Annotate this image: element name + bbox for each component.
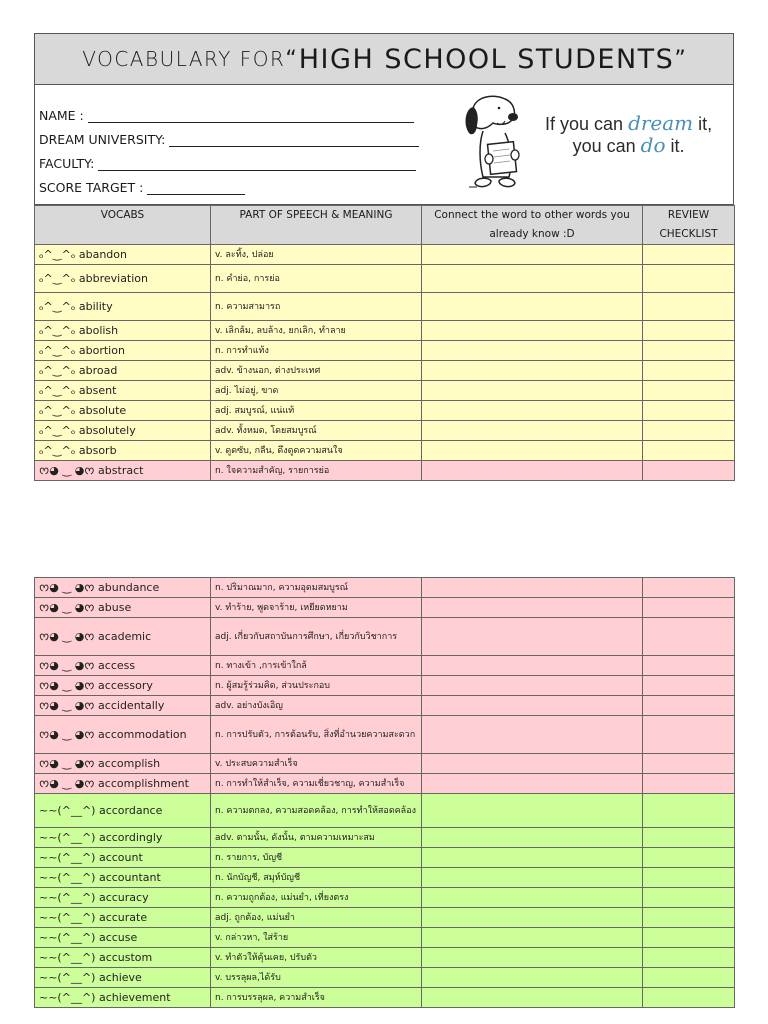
vocab-word: ~~(^__^) accuse — [35, 928, 211, 948]
connect-words-cell[interactable] — [422, 888, 643, 908]
vocab-row — [35, 794, 735, 828]
vocab-row — [35, 381, 735, 401]
review-checklist-cell[interactable] — [643, 578, 735, 598]
review-checklist-cell[interactable] — [643, 341, 735, 361]
connect-words-cell[interactable] — [422, 848, 643, 868]
info-fields — [39, 99, 419, 195]
vocab-word: ₒ^‿^ₒ abbreviation — [35, 265, 211, 293]
vocab-meaning: adv. ทั้งหมด, โดยสมบูรณ์ — [211, 421, 422, 441]
connect-words-cell[interactable] — [422, 293, 643, 321]
review-checklist-cell[interactable] — [643, 988, 735, 1008]
vocab-word: ᰔ◕ ‿ ◕ᰔ abuse — [35, 598, 211, 618]
vocab-meaning: n. ความตกลง, ความสอดคล้อง, การทำให้สอดคล้อง — [211, 794, 422, 828]
score-target-label: SCORE TARGET : — [39, 180, 144, 195]
vocab-meaning: n. การปรับตัว, การต้อนรับ, สิ่งที่อำนวยความสะดวก — [211, 716, 422, 754]
connect-words-cell[interactable] — [422, 868, 643, 888]
faculty-label: FACULTY: — [39, 156, 95, 171]
vocab-word: ₒ^‿^ₒ absorb — [35, 441, 211, 461]
vocab-table-2 — [34, 577, 735, 1008]
dream-university-line[interactable] — [169, 132, 419, 147]
review-checklist-cell[interactable] — [643, 794, 735, 828]
review-checklist-cell[interactable] — [643, 245, 735, 265]
connect-words-cell[interactable] — [422, 618, 643, 656]
title-prefix: VOCABULARY FOR — [82, 47, 286, 71]
vocab-sheet-page-1 — [34, 33, 734, 481]
quote-dream-word: dream — [628, 111, 694, 135]
open-quote: “ — [285, 46, 297, 72]
vocab-word: ₒ^‿^ₒ abroad — [35, 361, 211, 381]
vocab-meaning: v. บรรลุผล,ได้รับ — [211, 968, 422, 988]
score-target-field[interactable] — [39, 171, 419, 195]
vocab-meaning: adv. อย่างบังเอิญ — [211, 696, 422, 716]
review-checklist-cell[interactable] — [643, 968, 735, 988]
review-checklist-cell[interactable] — [643, 754, 735, 774]
vocab-table-1 — [34, 205, 735, 481]
vocab-meaning: n. ปริมาณมาก, ความอุดมสมบูรณ์ — [211, 578, 422, 598]
quote-line1-c: it, — [693, 114, 713, 134]
vocab-row — [35, 461, 735, 481]
vocab-row — [35, 868, 735, 888]
vocab-word: ₒ^‿^ₒ abolish — [35, 321, 211, 341]
vocab-word: ~~(^__^) accountant — [35, 868, 211, 888]
review-checklist-cell[interactable] — [643, 696, 735, 716]
quote-line2-a: you can — [572, 136, 641, 156]
vocab-word: ~~(^__^) accordance — [35, 794, 211, 828]
table-header-row — [35, 206, 735, 245]
vocab-meaning: v. ทำร้าย, พูดจาร้าย, เหยียดหยาม — [211, 598, 422, 618]
review-checklist-cell[interactable] — [643, 774, 735, 794]
vocab-meaning: n. การทำแท้ง — [211, 341, 422, 361]
vocab-meaning: adj. สมบูรณ์, แน่แท้ — [211, 401, 422, 421]
vocab-row — [35, 293, 735, 321]
vocab-row — [35, 598, 735, 618]
vocab-row — [35, 888, 735, 908]
vocab-word: ~~(^__^) accustom — [35, 948, 211, 968]
connect-words-cell[interactable] — [422, 461, 643, 481]
vocab-meaning: v. ประสบความสำเร็จ — [211, 754, 422, 774]
vocab-sheet-page-2 — [34, 577, 734, 1008]
connect-words-cell[interactable] — [422, 968, 643, 988]
vocab-word: ~~(^__^) accurate — [35, 908, 211, 928]
connect-words-cell[interactable] — [422, 441, 643, 461]
review-checklist-cell[interactable] — [643, 928, 735, 948]
vocab-meaning: n. ทางเข้า ,การเข้าใกล้ — [211, 656, 422, 676]
vocab-word: ᰔ◕ ‿ ◕ᰔ accommodation — [35, 716, 211, 754]
review-checklist-cell[interactable] — [643, 361, 735, 381]
col-header-vocabs: VOCABS — [35, 206, 211, 245]
connect-words-cell[interactable] — [422, 321, 643, 341]
connect-words-cell[interactable] — [422, 908, 643, 928]
dream-university-field[interactable] — [39, 123, 419, 147]
vocab-row — [35, 265, 735, 293]
quote-text — [545, 113, 712, 157]
vocab-row — [35, 948, 735, 968]
vocab-row — [35, 401, 735, 421]
vocab-meaning: adj. เกี่ยวกับสถาบันการศึกษา, เกี่ยวกับวิชาการ — [211, 618, 422, 656]
review-checklist-cell[interactable] — [643, 401, 735, 421]
review-checklist-cell[interactable] — [643, 381, 735, 401]
connect-words-cell[interactable] — [422, 381, 643, 401]
connect-words-cell[interactable] — [422, 988, 643, 1008]
vocab-row — [35, 245, 735, 265]
review-checklist-cell[interactable] — [643, 848, 735, 868]
name-field[interactable] — [39, 99, 419, 123]
vocab-meaning: adj. ถูกต้อง, แม่นยำ — [211, 908, 422, 928]
vocab-row — [35, 421, 735, 441]
close-quote: ” — [674, 46, 686, 72]
connect-words-cell[interactable] — [422, 828, 643, 848]
vocab-word: ᰔ◕ ‿ ◕ᰔ abundance — [35, 578, 211, 598]
vocab-word: ᰔ◕ ‿ ◕ᰔ accomplishment — [35, 774, 211, 794]
vocab-meaning: n. ความสามารถ — [211, 293, 422, 321]
vocab-meaning: v. ทำตัวให้คุ้นเคย, ปรับตัว — [211, 948, 422, 968]
connect-words-cell[interactable] — [422, 928, 643, 948]
vocab-meaning: n. ความถูกต้อง, แม่นยำ, เที่ยงตรง — [211, 888, 422, 908]
vocab-word: ₒ^‿^ₒ abortion — [35, 341, 211, 361]
connect-words-cell[interactable] — [422, 361, 643, 381]
title-banner — [34, 33, 734, 85]
vocab-row — [35, 774, 735, 794]
vocab-row — [35, 968, 735, 988]
vocab-meaning: n. การทำให้สำเร็จ, ความเชี่ยวชาญ, ความสำเร็จ — [211, 774, 422, 794]
review-checklist-cell[interactable] — [643, 656, 735, 676]
connect-words-cell[interactable] — [422, 696, 643, 716]
vocab-word: ₒ^‿^ₒ absolutely — [35, 421, 211, 441]
vocab-word: ₒ^‿^ₒ ability — [35, 293, 211, 321]
vocab-meaning: adv. ตามนั้น, ดังนั้น, ตามความเหมาะสม — [211, 828, 422, 848]
student-info-section — [34, 85, 734, 205]
snoopy-illustration — [453, 91, 541, 195]
connect-words-cell[interactable] — [422, 794, 643, 828]
connect-words-cell[interactable] — [422, 598, 643, 618]
vocab-word: ~~(^__^) achieve — [35, 968, 211, 988]
vocab-word: ᰔ◕ ‿ ◕ᰔ accidentally — [35, 696, 211, 716]
vocab-row — [35, 656, 735, 676]
vocab-row — [35, 361, 735, 381]
connect-words-cell[interactable] — [422, 716, 643, 754]
vocab-meaning: n. รายการ, บัญชี — [211, 848, 422, 868]
vocab-row — [35, 754, 735, 774]
vocab-meaning: adv. ข้างนอก, ต่างประเทศ — [211, 361, 422, 381]
review-checklist-cell[interactable] — [643, 598, 735, 618]
review-checklist-cell[interactable] — [643, 421, 735, 441]
vocab-meaning: n. คำย่อ, การย่อ — [211, 265, 422, 293]
review-checklist-cell[interactable] — [643, 908, 735, 928]
vocab-row — [35, 828, 735, 848]
vocab-meaning: n. ผู้สมรู้ร่วมคิด, ส่วนประกอบ — [211, 676, 422, 696]
connect-words-cell[interactable] — [422, 676, 643, 696]
review-checklist-cell[interactable] — [643, 321, 735, 341]
vocab-meaning: adj. ไม่อยู่, ขาด — [211, 381, 422, 401]
vocab-meaning: v. ดูดซับ, กลืน, ดึงดูดความสนใจ — [211, 441, 422, 461]
score-target-line[interactable] — [147, 180, 245, 195]
vocab-word: ᰔ◕ ‿ ◕ᰔ abstract — [35, 461, 211, 481]
vocab-word: ᰔ◕ ‿ ◕ᰔ access — [35, 656, 211, 676]
connect-words-cell[interactable] — [422, 948, 643, 968]
vocab-word: ᰔ◕ ‿ ◕ᰔ accomplish — [35, 754, 211, 774]
vocab-row — [35, 321, 735, 341]
connect-words-cell[interactable] — [422, 265, 643, 293]
vocab-row — [35, 928, 735, 948]
review-checklist-cell[interactable] — [643, 716, 735, 754]
vocab-row — [35, 696, 735, 716]
motivational-quote — [453, 91, 733, 199]
review-checklist-cell[interactable] — [643, 618, 735, 656]
connect-words-cell[interactable] — [422, 421, 643, 441]
col-header-pos: PART OF SPEECH & MEANING — [211, 206, 422, 245]
review-checklist-cell[interactable] — [643, 676, 735, 696]
dream-university-label: DREAM UNIVERSITY: — [39, 132, 166, 147]
review-checklist-cell[interactable] — [643, 293, 735, 321]
vocab-meaning: v. กล่าวหา, ใส่ร้าย — [211, 928, 422, 948]
review-checklist-cell[interactable] — [643, 461, 735, 481]
review-checklist-cell[interactable] — [643, 828, 735, 848]
connect-words-cell[interactable] — [422, 578, 643, 598]
review-checklist-cell[interactable] — [643, 265, 735, 293]
quote-line2-c: it. — [665, 136, 685, 156]
vocab-meaning: n. นักบัญชี, สมุห์บัญชี — [211, 868, 422, 888]
connect-words-cell[interactable] — [422, 245, 643, 265]
vocab-word: ~~(^__^) accordingly — [35, 828, 211, 848]
vocab-row — [35, 441, 735, 461]
connect-words-cell[interactable] — [422, 341, 643, 361]
vocab-row — [35, 578, 735, 598]
page-title: HIGH SCHOOL STUDENTS — [298, 43, 675, 75]
review-checklist-cell[interactable] — [643, 948, 735, 968]
col-header-review: REVIEW CHECKLIST — [643, 206, 735, 245]
connect-words-cell[interactable] — [422, 754, 643, 774]
review-checklist-cell[interactable] — [643, 888, 735, 908]
vocab-word: ₒ^‿^ₒ absolute — [35, 401, 211, 421]
vocab-meaning: n. การบรรลุผล, ความสำเร็จ — [211, 988, 422, 1008]
vocab-word: ~~(^__^) account — [35, 848, 211, 868]
name-label: NAME : — [39, 108, 84, 123]
connect-words-cell[interactable] — [422, 656, 643, 676]
vocab-row — [35, 676, 735, 696]
vocab-row — [35, 618, 735, 656]
vocab-word: ₒ^‿^ₒ absent — [35, 381, 211, 401]
review-checklist-cell[interactable] — [643, 441, 735, 461]
vocab-meaning: v. เลิกล้ม, ลบล้าง, ยกเลิก, ทำลาย — [211, 321, 422, 341]
quote-line1-a: If you can — [545, 114, 629, 134]
review-checklist-cell[interactable] — [643, 868, 735, 888]
vocab-word: ~~(^__^) accuracy — [35, 888, 211, 908]
vocab-row — [35, 988, 735, 1008]
vocab-word: ᰔ◕ ‿ ◕ᰔ academic — [35, 618, 211, 656]
vocab-row — [35, 716, 735, 754]
vocab-word: ~~(^__^) achievement — [35, 988, 211, 1008]
vocab-meaning: n. ใจความสำคัญ, รายการย่อ — [211, 461, 422, 481]
col-header-connect: Connect the word to other words you already know :D — [422, 206, 643, 245]
connect-words-cell[interactable] — [422, 774, 643, 794]
name-line[interactable] — [88, 108, 414, 123]
quote-do-word: do — [640, 133, 666, 157]
vocab-row — [35, 908, 735, 928]
faculty-line[interactable] — [98, 156, 416, 171]
vocab-word: ᰔ◕ ‿ ◕ᰔ accessory — [35, 676, 211, 696]
vocab-row — [35, 848, 735, 868]
connect-words-cell[interactable] — [422, 401, 643, 421]
vocab-row — [35, 341, 735, 361]
vocab-word: ₒ^‿^ₒ abandon — [35, 245, 211, 265]
faculty-field[interactable] — [39, 147, 419, 171]
vocab-meaning: v. ละทิ้ง, ปล่อย — [211, 245, 422, 265]
